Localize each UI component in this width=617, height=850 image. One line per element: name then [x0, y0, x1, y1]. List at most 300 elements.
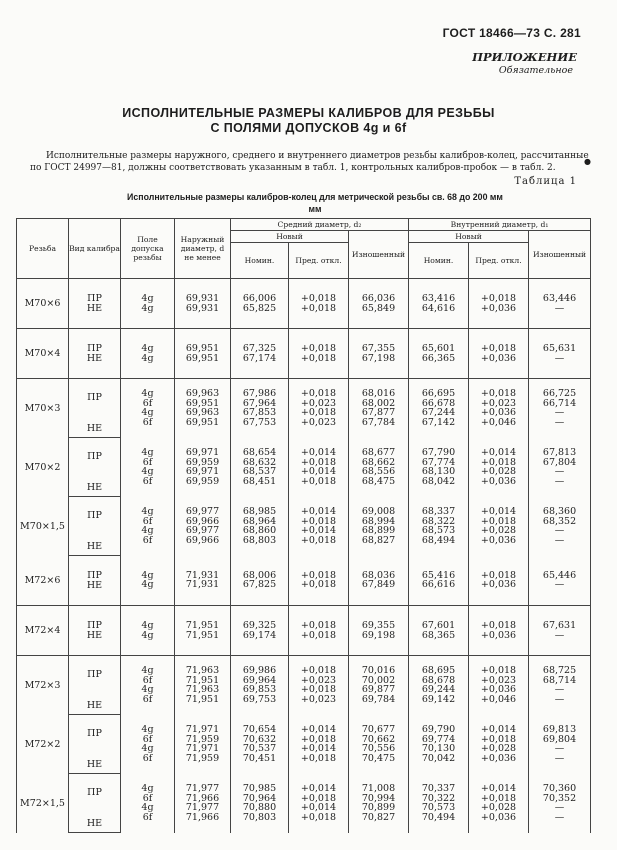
cell-value: 70,573 — [421, 802, 456, 813]
kind-value: ПР — [87, 510, 102, 521]
kind-cell — [69, 535, 121, 556]
cell-value: — — [554, 302, 565, 314]
cell-value: 69,966 — [185, 534, 220, 546]
table-row — [17, 774, 591, 812]
cell-value: 70,002 — [361, 674, 396, 686]
cell-value: 70,985 — [242, 783, 277, 794]
mid-deviation-cell — [289, 556, 349, 606]
cell-value: 70,880 — [242, 802, 277, 813]
cell-value: 70,827 — [361, 811, 396, 823]
cell-value: 69,971 — [185, 466, 220, 477]
cell-value: 70,451 — [242, 752, 277, 764]
col-mid-worn: Изношенный — [349, 231, 409, 279]
mid-worn-cell — [349, 556, 409, 606]
cell-value: +0,014 — [480, 783, 517, 794]
cell-value: 69,951 — [185, 352, 220, 364]
cell-value: 6f — [142, 674, 153, 686]
kind-value: ПР — [87, 392, 102, 403]
cell-value: 68,475 — [361, 475, 396, 487]
kind-value: НЕ — [86, 302, 103, 314]
cell-value: 68,725 — [542, 665, 577, 677]
cell-value: 4g — [141, 466, 154, 477]
cell-value: 69,951 — [185, 416, 220, 428]
intro-paragraph: Исполнительные размеры наружного, среднего и внутреннего диаметров резьбы калибров-колец, рассчитанные по ГОСТ 24997—81, должны соответствовать указанным в табл. 1, контрольных калибров-пробок — в табл. 2. — [30, 151, 589, 173]
cell-value: +0,018 — [300, 665, 337, 677]
thread-cell: M72×6 — [17, 556, 69, 606]
outer-diameter-cell — [175, 656, 231, 715]
cell-value: 4g — [141, 293, 154, 304]
cell-value: 69,986 — [242, 665, 277, 677]
cell-value: 67,774 — [421, 456, 456, 468]
cell-value: 68,322 — [421, 515, 456, 527]
kind-cell — [69, 329, 121, 379]
kind-cell — [69, 694, 121, 715]
cell-value: 66,616 — [421, 579, 456, 591]
cell-value: 4g — [141, 525, 154, 536]
cell-value: 69,877 — [361, 684, 396, 696]
cell-value: 68,036 — [361, 569, 396, 581]
outer-diameter-cell — [175, 556, 231, 606]
inner-worn-cell — [529, 279, 591, 329]
cell-value: +0,018 — [300, 388, 337, 400]
cell-value: 67,964 — [242, 397, 277, 409]
cell-value: 6f — [142, 811, 153, 823]
cell-value: — — [554, 684, 565, 696]
kind-value: ПР — [87, 669, 102, 680]
kind-cell — [69, 812, 121, 833]
cell-value: 66,714 — [542, 397, 577, 409]
cell-value: 63,446 — [542, 293, 577, 304]
mid-worn-cell — [349, 497, 409, 556]
cell-value: 68,556 — [361, 466, 396, 477]
tolerance-cell — [121, 606, 175, 656]
inner-deviation-cell — [469, 556, 529, 606]
cell-value: 6f — [142, 515, 153, 527]
kind-value: НЕ — [86, 629, 103, 641]
cell-value: +0,018 — [300, 792, 337, 804]
cell-value: 68,042 — [421, 475, 456, 487]
inner-deviation-cell — [469, 606, 529, 656]
cell-value: 63,416 — [421, 293, 456, 304]
cell-value: 71,008 — [361, 783, 396, 794]
cell-value: 69,931 — [185, 293, 220, 304]
inner-nominal-cell — [409, 556, 469, 606]
cell-value: +0,014 — [300, 743, 337, 754]
kind-cell — [69, 656, 121, 694]
cell-value: 69,008 — [361, 506, 396, 517]
cell-value: 68,337 — [421, 506, 456, 517]
cell-value: 70,537 — [242, 743, 277, 754]
cell-value: +0,036 — [480, 752, 517, 764]
mid-worn-cell — [349, 606, 409, 656]
cell-value: — — [554, 579, 565, 591]
cell-value: +0,036 — [480, 579, 517, 591]
mid-nominal-cell — [231, 715, 289, 774]
mid-worn-cell — [349, 656, 409, 715]
cell-value: 67,601 — [421, 620, 456, 631]
col-mid-dev: Пред. откл. — [289, 243, 349, 279]
cell-value: 70,322 — [421, 792, 456, 804]
cell-value: 66,725 — [542, 388, 577, 400]
cell-value: 68,964 — [242, 515, 277, 527]
kind-cell — [69, 715, 121, 753]
document-code: ГОСТ 18466—73 С. 281 — [442, 26, 581, 40]
kind-cell — [69, 279, 121, 329]
margin-bullet-icon: ● — [584, 157, 591, 166]
cell-value: 69,971 — [185, 447, 220, 458]
inner-worn-cell — [529, 606, 591, 656]
mid-worn-cell — [349, 774, 409, 833]
cell-value: +0,018 — [300, 811, 337, 823]
table-row — [17, 497, 591, 535]
cell-value: 68,352 — [542, 515, 577, 527]
cell-value: — — [554, 811, 565, 823]
inner-nominal-cell — [409, 606, 469, 656]
inner-nominal-cell — [409, 379, 469, 438]
inner-deviation-cell — [469, 715, 529, 774]
kind-cell — [69, 556, 121, 606]
cell-value: +0,018 — [300, 352, 337, 364]
mid-nominal-cell — [231, 606, 289, 656]
table-row — [17, 656, 591, 694]
cell-value: 67,853 — [242, 407, 277, 419]
cell-value: 6f — [142, 693, 153, 705]
cell-value: 67,174 — [242, 352, 277, 364]
cell-value: 71,966 — [185, 792, 220, 804]
cell-value: 69,355 — [361, 620, 396, 631]
inner-deviation-cell — [469, 656, 529, 715]
cell-value: 4g — [141, 506, 154, 517]
col-inner-worn: Изношенный — [529, 231, 591, 279]
col-tolerance: Поле допуска резьбы — [121, 219, 175, 279]
cell-value: +0,023 — [480, 397, 517, 409]
kind-value: ПР — [87, 570, 102, 581]
table-row — [17, 279, 591, 329]
cell-value: 71,951 — [185, 693, 220, 705]
cell-value: 69,804 — [542, 733, 577, 745]
cell-value: — — [554, 475, 565, 487]
cell-value: 71,951 — [185, 674, 220, 686]
cell-value: 67,986 — [242, 388, 277, 400]
cell-value: 66,036 — [361, 293, 396, 304]
cell-value: +0,018 — [300, 343, 337, 354]
cell-value: 69,784 — [361, 693, 396, 705]
outer-diameter-cell — [175, 606, 231, 656]
cell-value: 68,494 — [421, 534, 456, 546]
cell-value: +0,018 — [480, 515, 517, 527]
inner-worn-cell — [529, 656, 591, 715]
kind-value: НЕ — [86, 541, 103, 552]
cell-value: 67,804 — [542, 456, 577, 468]
thread-cell: M70×4 — [17, 329, 69, 379]
cell-value: +0,023 — [480, 674, 517, 686]
mid-nominal-cell — [231, 497, 289, 556]
mid-deviation-cell — [289, 606, 349, 656]
cell-value: +0,014 — [300, 724, 337, 735]
cell-value: 69,813 — [542, 724, 577, 735]
cell-value: 67,198 — [361, 352, 396, 364]
cell-value: +0,028 — [480, 743, 517, 754]
cell-value: 70,337 — [421, 783, 456, 794]
cell-value: 70,360 — [542, 783, 577, 794]
cell-value: 68,451 — [242, 475, 277, 487]
cell-value: 65,601 — [421, 343, 456, 354]
mid-deviation-cell — [289, 438, 349, 497]
cell-value: 6f — [142, 397, 153, 409]
mid-deviation-cell — [289, 715, 349, 774]
outer-diameter-cell — [175, 279, 231, 329]
cell-value: 68,537 — [242, 466, 277, 477]
cell-value: 69,774 — [421, 733, 456, 745]
cell-value: 69,142 — [421, 693, 456, 705]
tolerance-cell — [121, 774, 175, 833]
cell-value: — — [554, 629, 565, 641]
outer-diameter-cell — [175, 497, 231, 556]
mid-nominal-cell — [231, 656, 289, 715]
col-mid-new: Новый — [231, 231, 349, 243]
outer-diameter-cell — [175, 715, 231, 774]
kind-value: ПР — [87, 728, 102, 739]
cell-value: 71,977 — [185, 802, 220, 813]
cell-value: 4g — [141, 724, 154, 735]
cell-value: 71,931 — [185, 579, 220, 591]
col-inner-new: Новый — [409, 231, 529, 243]
cell-value: 70,556 — [361, 743, 396, 754]
cell-value: 4g — [141, 783, 154, 794]
cell-value: 4g — [141, 569, 154, 581]
cell-value: 4g — [141, 388, 154, 400]
cell-value: +0,018 — [300, 620, 337, 631]
kind-cell — [69, 476, 121, 497]
cell-value: 68,714 — [542, 674, 577, 686]
cell-value: 68,678 — [421, 674, 456, 686]
inner-worn-cell — [529, 497, 591, 556]
kind-cell — [69, 497, 121, 535]
kind-cell — [69, 438, 121, 476]
mandatory-label: Обязательное — [498, 65, 573, 76]
cell-value: 4g — [141, 802, 154, 813]
cell-value: 69,963 — [185, 388, 220, 400]
cell-value: 71,959 — [185, 752, 220, 764]
thread-cell: M70×6 — [17, 279, 69, 329]
cell-value: 68,006 — [242, 569, 277, 581]
cell-value: 4g — [141, 407, 154, 419]
table-body — [17, 279, 591, 833]
cell-value: 6f — [142, 456, 153, 468]
outer-diameter-cell — [175, 438, 231, 497]
cell-value: 70,475 — [361, 752, 396, 764]
cell-value: +0,018 — [300, 684, 337, 696]
cell-value: +0,018 — [300, 515, 337, 527]
cell-value: 67,784 — [361, 416, 396, 428]
mid-nominal-cell — [231, 379, 289, 438]
title-line-1: ИСПОЛНИТЕЛЬНЫЕ РАЗМЕРЫ КАЛИБРОВ ДЛЯ РЕЗЬБЫ — [122, 106, 495, 120]
cell-value: 69,174 — [242, 629, 277, 641]
cell-value: 69,966 — [185, 515, 220, 527]
page-title — [0, 106, 617, 136]
kind-value: НЕ — [86, 818, 103, 829]
cell-value: 70,042 — [421, 752, 456, 764]
cell-value: +0,046 — [480, 416, 517, 428]
cell-value: 71,963 — [185, 665, 220, 677]
table-row — [17, 715, 591, 753]
cell-value: 67,813 — [542, 447, 577, 458]
cell-value: +0,018 — [480, 569, 517, 581]
cell-value: 65,849 — [361, 302, 396, 314]
cell-value: 70,130 — [421, 743, 456, 754]
inner-worn-cell — [529, 774, 591, 833]
cell-value: 67,753 — [242, 416, 277, 428]
cell-value: 6f — [142, 475, 153, 487]
thread-cell: M72×4 — [17, 606, 69, 656]
cell-value: 69,931 — [185, 302, 220, 314]
cell-value: — — [554, 466, 565, 477]
cell-value: 71,971 — [185, 743, 220, 754]
cell-value: 67,790 — [421, 447, 456, 458]
cell-value: +0,018 — [480, 388, 517, 400]
cell-value: 68,130 — [421, 466, 456, 477]
cell-value: 70,677 — [361, 724, 396, 735]
col-thread: Резьба — [17, 219, 69, 279]
cell-value: 6f — [142, 752, 153, 764]
inner-deviation-cell — [469, 329, 529, 379]
kind-value: ПР — [87, 343, 102, 354]
cell-value: +0,018 — [300, 475, 337, 487]
inner-deviation-cell — [469, 279, 529, 329]
kind-cell — [69, 774, 121, 812]
cell-value: — — [554, 534, 565, 546]
mid-nominal-cell — [231, 556, 289, 606]
cell-value: 70,016 — [361, 665, 396, 677]
cell-value: +0,036 — [480, 302, 517, 314]
cell-value: 69,977 — [185, 506, 220, 517]
cell-value: 6f — [142, 733, 153, 745]
tolerance-cell — [121, 497, 175, 556]
kind-value: ПР — [87, 787, 102, 798]
inner-nominal-cell — [409, 438, 469, 497]
col-mid-group: Средний диаметр, d₂ — [231, 219, 409, 231]
inner-nominal-cell — [409, 774, 469, 833]
cell-value: 67,142 — [421, 416, 456, 428]
cell-value: 70,654 — [242, 724, 277, 735]
cell-value: 4g — [141, 665, 154, 677]
cell-value: +0,014 — [300, 525, 337, 536]
cell-value: +0,018 — [480, 343, 517, 354]
cell-value: 69,963 — [185, 407, 220, 419]
inner-nominal-cell — [409, 279, 469, 329]
kind-value: ПР — [87, 451, 102, 462]
cell-value: 64,616 — [421, 302, 456, 314]
cell-value: +0,018 — [300, 293, 337, 304]
cell-value: +0,018 — [480, 733, 517, 745]
cell-value: 68,365 — [421, 629, 456, 641]
col-inner-group: Внутренний диаметр, d₁ — [409, 219, 591, 231]
cell-value: 4g — [141, 352, 154, 364]
cell-value: 69,790 — [421, 724, 456, 735]
appendix-label: ПРИЛОЖЕНИЕ — [472, 50, 577, 64]
outer-diameter-cell — [175, 774, 231, 833]
kind-value: ПР — [87, 293, 102, 304]
cell-value: 69,959 — [185, 475, 220, 487]
cell-value: +0,018 — [480, 293, 517, 304]
col-outer: Наружный диаметр, d не менее — [175, 219, 231, 279]
cell-value: 71,951 — [185, 629, 220, 641]
cell-value: +0,018 — [300, 456, 337, 468]
cell-value: 67,244 — [421, 407, 456, 419]
cell-value: +0,036 — [480, 684, 517, 696]
cell-value: 71,966 — [185, 811, 220, 823]
mid-worn-cell — [349, 379, 409, 438]
kind-value: НЕ — [86, 759, 103, 770]
cell-value: 68,002 — [361, 397, 396, 409]
cell-value: 4g — [141, 302, 154, 314]
cell-value: 70,494 — [421, 811, 456, 823]
cell-value: 70,632 — [242, 733, 277, 745]
cell-value: 65,631 — [542, 343, 577, 354]
cell-value: — — [554, 743, 565, 754]
cell-value: +0,036 — [480, 534, 517, 546]
cell-value: 69,964 — [242, 674, 277, 686]
table-row — [17, 556, 591, 606]
kind-cell — [69, 606, 121, 656]
mid-worn-cell — [349, 279, 409, 329]
cell-value: 68,632 — [242, 456, 277, 468]
cell-value: +0,018 — [480, 456, 517, 468]
kind-cell — [69, 417, 121, 438]
cell-value: 69,325 — [242, 620, 277, 631]
cell-value: 6f — [142, 534, 153, 546]
table-label: Таблица 1 — [514, 176, 577, 187]
cell-value: — — [554, 416, 565, 428]
cell-value: +0,018 — [300, 534, 337, 546]
inner-worn-cell — [529, 556, 591, 606]
cell-value: 66,695 — [421, 388, 456, 400]
cell-value: 68,899 — [361, 525, 396, 536]
mid-nominal-cell — [231, 279, 289, 329]
mid-nominal-cell — [231, 774, 289, 833]
inner-worn-cell — [529, 438, 591, 497]
col-mid-nom: Номин. — [231, 243, 289, 279]
cell-value: 68,695 — [421, 665, 456, 677]
cell-value: +0,018 — [480, 620, 517, 631]
cell-value: 4g — [141, 620, 154, 631]
mid-worn-cell — [349, 438, 409, 497]
cell-value: +0,014 — [300, 802, 337, 813]
cell-value: 68,985 — [242, 506, 277, 517]
cell-value: +0,023 — [300, 693, 337, 705]
inner-deviation-cell — [469, 497, 529, 556]
kind-value: НЕ — [86, 700, 103, 711]
cell-value: 66,365 — [421, 352, 456, 364]
cell-value: +0,018 — [300, 579, 337, 591]
thread-cell: M72×1,5 — [17, 774, 69, 833]
cell-value: +0,028 — [480, 802, 517, 813]
cell-value: 65,446 — [542, 569, 577, 581]
cell-value: +0,014 — [300, 466, 337, 477]
mid-worn-cell — [349, 715, 409, 774]
cell-value: +0,028 — [480, 466, 517, 477]
cell-value: +0,018 — [300, 569, 337, 581]
cell-value: 4g — [141, 629, 154, 641]
cell-value: 68,803 — [242, 534, 277, 546]
cell-value: 67,325 — [242, 343, 277, 354]
cell-value: 65,416 — [421, 569, 456, 581]
cell-value: +0,023 — [300, 397, 337, 409]
cell-value: — — [554, 752, 565, 764]
cell-value: 67,825 — [242, 579, 277, 591]
cell-value: — — [554, 693, 565, 705]
table-row — [17, 329, 591, 379]
